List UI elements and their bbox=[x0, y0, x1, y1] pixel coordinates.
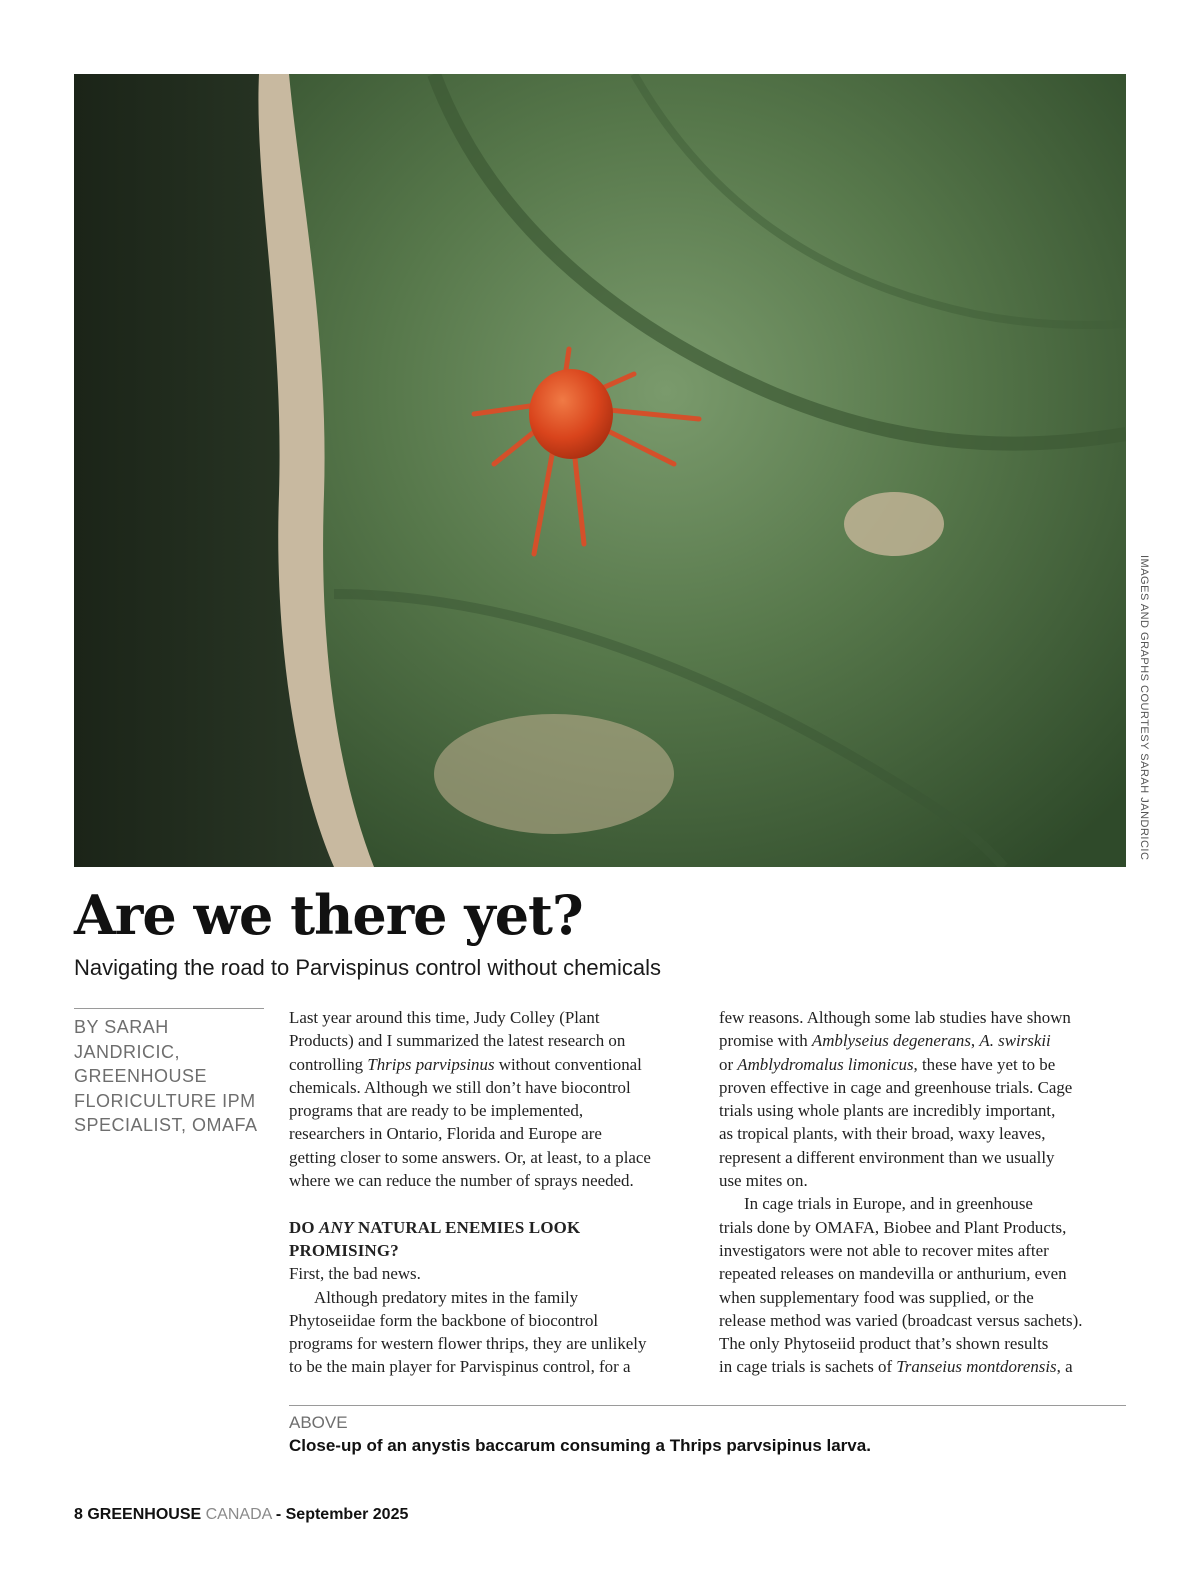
body-column-1 bbox=[289, 1006, 709, 1379]
body-line: as tropical plants, with their broad, waxy leaves, bbox=[719, 1124, 1046, 1144]
body-line: use mites on. bbox=[719, 1171, 808, 1191]
body-line: investigators were not able to recover mites after bbox=[719, 1240, 1049, 1260]
byline-line: FLORICULTURE IPM bbox=[74, 1090, 256, 1111]
body-line: in cage trials is sachets of Transeius montdorensis, a bbox=[719, 1357, 1073, 1377]
body-line: controlling Thrips parvipsinus without conventional bbox=[289, 1054, 642, 1074]
byline-line: BY SARAH bbox=[74, 1017, 169, 1037]
article-subtitle: Navigating the road to Parvispinus control without chemicals bbox=[74, 955, 661, 980]
section-heading: PROMISING? bbox=[289, 1240, 399, 1260]
byline-line: SPECIALIST, OMAFA bbox=[74, 1115, 258, 1135]
body-line: Phytoseiidae form the backbone of biocontrol bbox=[289, 1310, 599, 1330]
caption-label: ABOVE bbox=[289, 1413, 348, 1432]
body-line: Although predatory mites in the family bbox=[314, 1287, 579, 1307]
body-line: getting closer to some answers. Or, at least, to a place bbox=[289, 1147, 651, 1167]
body-line: chemicals. Although we still don’t have biocontrol bbox=[289, 1077, 631, 1097]
body-line: In cage trials in Europe, and in greenhouse bbox=[744, 1194, 1033, 1214]
body-line: Last year around this time, Judy Colley (Plant bbox=[289, 1008, 600, 1027]
body-line: Products) and I summarized the latest research on bbox=[289, 1031, 626, 1051]
section-heading: DO ANY NATURAL ENEMIES LOOK bbox=[289, 1217, 581, 1237]
body-line: trials done by OMAFA, Biobee and Plant Products, bbox=[719, 1217, 1067, 1237]
body-line: few reasons. Although some lab studies have shown bbox=[719, 1008, 1071, 1027]
body-line: promise with Amblyseius degenerans, A. swirskii bbox=[719, 1031, 1051, 1051]
body-line: where we can reduce the number of sprays needed. bbox=[289, 1171, 634, 1191]
page-number: 8 bbox=[74, 1506, 83, 1523]
body-line: or Amblydromalus limonicus, these have yet to be bbox=[719, 1054, 1056, 1074]
body-line: repeated releases on mandevilla or anthurium, even bbox=[719, 1264, 1067, 1284]
body-line: trials using whole plants are incredibly important, bbox=[719, 1101, 1056, 1121]
caption-divider bbox=[289, 1405, 1126, 1406]
caption-text: Close-up of an anystis baccarum consuming a Thrips parvsipinus larva. bbox=[289, 1436, 871, 1455]
byline bbox=[74, 1015, 274, 1138]
body-line: represent a different environment than we usually bbox=[719, 1147, 1055, 1167]
byline-line: JANDRICIC, bbox=[74, 1041, 181, 1062]
body-line: programs for western flower thrips, they are unlikely bbox=[289, 1334, 647, 1354]
hero-photo bbox=[74, 74, 1126, 867]
body-line: The only Phytoseiid product that’s shown results bbox=[719, 1334, 1049, 1354]
page-footer bbox=[74, 1504, 408, 1526]
publication-name-light: CANADA bbox=[205, 1506, 272, 1523]
article-title: Are we there yet? bbox=[74, 883, 583, 947]
byline-divider bbox=[74, 1008, 264, 1009]
body-line: First, the bad news. bbox=[289, 1264, 421, 1284]
byline-line: GREENHOUSE bbox=[74, 1066, 208, 1086]
issue-date: - September 2025 bbox=[275, 1506, 409, 1523]
body-line: proven effective in cage and greenhouse trials. Cage bbox=[719, 1077, 1073, 1097]
body-line: when supplementary food was supplied, or the bbox=[719, 1287, 1034, 1307]
publication-name: GREENHOUSE bbox=[87, 1506, 202, 1523]
body-line: release method was varied (broadcast versus sachets). bbox=[719, 1310, 1083, 1330]
photo-credit: IMAGES AND GRAPHS COURTESY SARAH JANDRICIC bbox=[1138, 555, 1150, 861]
body-line: researchers in Ontario, Florida and Europe are bbox=[289, 1124, 602, 1144]
body-column-2 bbox=[719, 1006, 1139, 1379]
body-line: programs that are ready to be implemented, bbox=[289, 1101, 584, 1121]
mite-on-leaf-image bbox=[74, 74, 1126, 867]
body-line: to be the main player for Parvispinus control, for a bbox=[289, 1357, 631, 1377]
